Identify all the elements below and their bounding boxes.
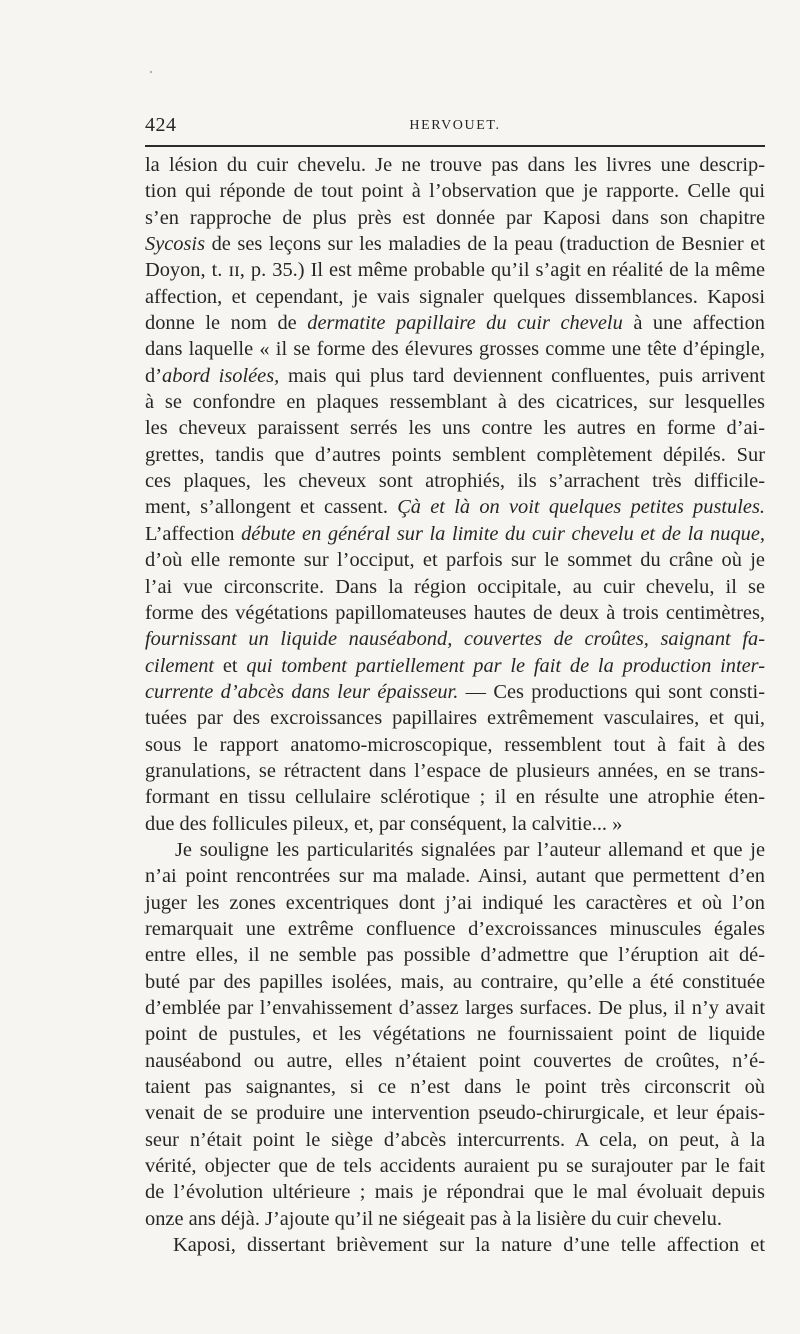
text-segment: Kaposi, dissertant brièvement sur la nature d’une telle affection et	[173, 1234, 765, 1257]
italic-text: currente d’abcès dans leur épaisseur.	[145, 680, 459, 703]
text-line	[145, 863, 765, 889]
page-number: 424	[145, 114, 177, 136]
text-line	[145, 679, 765, 705]
text-line	[145, 389, 765, 415]
text-segment: l’ai vue circonscrite. Dans la région occipitale, au cuir chevelu, il se	[145, 575, 765, 598]
text-segment: venait de se produire une intervention pseudo-chirurgicale, et leur épais-	[145, 1102, 765, 1125]
text-line	[145, 363, 765, 389]
text-segment: juger les zones excentriques dont j’ai indiqué les caractères et où l’on	[145, 891, 765, 914]
text-segment: remarquait une extrême confluence d’excroissances minuscules égales	[145, 917, 765, 940]
italic-text: cilement	[145, 654, 215, 677]
text-segment: dans laquelle « il se forme des élevures grosses comme une tête d’épingle,	[145, 338, 765, 361]
text-segment: les cheveux paraissent serrés les uns contre les autres en forme d’ai-	[145, 417, 765, 440]
text-line	[145, 152, 765, 178]
text-segment: Je souligne les particularités signalées par l’auteur allemand et que je	[175, 838, 765, 861]
italic-text: dermatite papillaire du cuir chevelu	[307, 312, 623, 335]
text-segment: mais qui plus tard deviennent confluentes, puis arrivent	[279, 364, 765, 387]
text-line	[145, 231, 765, 257]
text-line	[145, 1179, 765, 1205]
italic-text: débute en général sur la limite du cuir chevelu et de la nuque,	[241, 522, 765, 545]
text-segment: ment, s’allongent et cassent.	[145, 496, 398, 519]
text-segment: s’en rapproche de plus près est donnée par Kaposi dans son chapitre	[145, 206, 765, 229]
text-segment: d’emblée par l’envahissement d’assez larges surfaces. De plus, il n’y avait	[145, 997, 765, 1019]
text-segment: sous le rapport anatomo-microscopique, ressemblent tout à fait à des	[145, 733, 765, 756]
text-line	[145, 705, 765, 731]
text-segment: ces plaques, les cheveux sont atrophiés, ils s’arrachent très difficile-	[145, 470, 765, 493]
text-segment: formant en tissu cellulaire sclérotique ; il en résulte une atrophie éten-	[145, 786, 765, 809]
text-segment: nauséabond ou autre, elles n’étaient point couvertes de croûtes, n’é-	[145, 1049, 765, 1072]
text-line	[145, 1232, 765, 1258]
body-text	[145, 152, 765, 1258]
text-line	[145, 521, 765, 547]
text-line	[145, 178, 765, 204]
text-line	[145, 784, 765, 810]
text-line	[145, 653, 765, 679]
running-head: HERVOUET.	[409, 118, 501, 133]
text-line	[145, 732, 765, 758]
text-line	[145, 1100, 765, 1126]
text-line	[145, 1153, 765, 1179]
text-line	[145, 1206, 765, 1232]
text-segment: due des follicules pileux, et, par conséquent, la calvitie... »	[145, 812, 623, 835]
text-line	[145, 1048, 765, 1074]
text-segment: L’affection	[145, 522, 242, 545]
text-line	[145, 1074, 765, 1100]
text-line	[145, 1021, 765, 1047]
text-segment: donne le nom de	[145, 312, 308, 335]
text-segment: vérité, objecter que de tels accidents auraient pu se surajouter par le fait	[145, 1155, 765, 1178]
text-segment: seur n’était point le siège d’abcès intercurrents. A cela, on peut, à la	[145, 1128, 765, 1151]
text-segment: taient pas saignantes, si ce n’est dans le point très circonscrit où	[145, 1076, 765, 1099]
text-line	[145, 257, 765, 283]
italic-text: Sycosis	[145, 233, 206, 256]
text-line	[145, 890, 765, 916]
italic-text: fournissant un liquide nauséabond, couvertes de croûtes, saignant fa-	[145, 628, 765, 651]
text-line	[145, 205, 765, 231]
text-segment: et	[214, 654, 247, 677]
text-line	[145, 442, 765, 468]
text-line	[145, 942, 765, 968]
text-segment: affection, et cependant, je vais signaler quelques dissemblances. Kaposi	[145, 285, 765, 308]
text-segment: forme des végétations papillomateuses hautes de deux à trois centimètres,	[145, 601, 765, 624]
paper-speck	[150, 71, 152, 73]
text-segment: entre elles, il ne semble pas possible d’admettre que l’éruption ait dé-	[145, 944, 765, 967]
text-segment: de l’évolution ultérieure ; mais je répondrai que le mal évoluait depuis	[145, 1181, 765, 1204]
text-segment: buté par des papilles isolées, mais, au contraire, qu’elle a été constituée	[145, 970, 765, 993]
text-segment: tion qui réponde de tout point à l’observation que je rapporte. Celle qui	[145, 180, 765, 203]
text-line	[145, 916, 765, 942]
text-segment: n’ai point rencontrées sur ma malade. Ainsi, autant que permettent d’en	[145, 865, 765, 888]
text-segment: d’	[145, 364, 162, 387]
italic-text: Çà et là on voit quelques petites pustules.	[397, 496, 765, 519]
text-line	[145, 284, 765, 310]
text-segment: — Ces productions qui sont consti-	[458, 680, 766, 703]
text-segment: grettes, tandis que d’autres points semblent complètement dépilés. Sur	[145, 443, 765, 466]
text-line	[145, 494, 765, 520]
text-line	[145, 600, 765, 626]
text-line	[145, 758, 765, 784]
text-line	[145, 574, 765, 600]
text-line	[145, 310, 765, 336]
text-segment: granulations, se rétractent dans l’espace de plusieurs années, en se trans-	[145, 759, 765, 782]
text-segment: la lésion du cuir chevelu. Je ne trouve pas dans les livres une descrip-	[145, 154, 765, 176]
text-segment: tuées par des excroissances papillaires extrêmement vasculaires, et qui,	[145, 707, 765, 730]
text-line	[145, 837, 765, 863]
text-line	[145, 415, 765, 441]
text-line	[145, 1127, 765, 1153]
text-segment: à une affection	[622, 312, 765, 335]
italic-text: abord isolées,	[162, 364, 280, 387]
text-segment: à se confondre en plaques ressemblant à des cicatrices, sur lesquelles	[145, 391, 765, 414]
italic-text: qui tombent partiellement par le fait de la production inter-	[246, 654, 765, 677]
text-line	[145, 811, 765, 837]
text-line	[145, 468, 765, 494]
text-segment: Doyon, t. ɪɪ, p. 35.) Il est même probable qu’il s’agit en réalité de la même	[145, 259, 765, 282]
text-segment: d’où elle remonte sur l’occiput, et parfois sur le sommet du crâne où je	[145, 549, 765, 572]
text-segment: onze ans déjà. J’ajoute qu’il ne siégeait pas à la lisière du cuir chevelu.	[145, 1207, 722, 1230]
text-segment: de ses leçons sur les maladies de la peau (traduction de Besnier et	[205, 233, 765, 256]
text-line	[145, 336, 765, 362]
page-header	[145, 114, 765, 138]
text-line	[145, 547, 765, 573]
header-rule	[145, 145, 765, 147]
text-line	[145, 995, 765, 1021]
text-segment: point de pustules, et les végétations ne fournissaient point de liquide	[145, 1023, 765, 1046]
text-line	[145, 626, 765, 652]
text-line	[145, 969, 765, 995]
